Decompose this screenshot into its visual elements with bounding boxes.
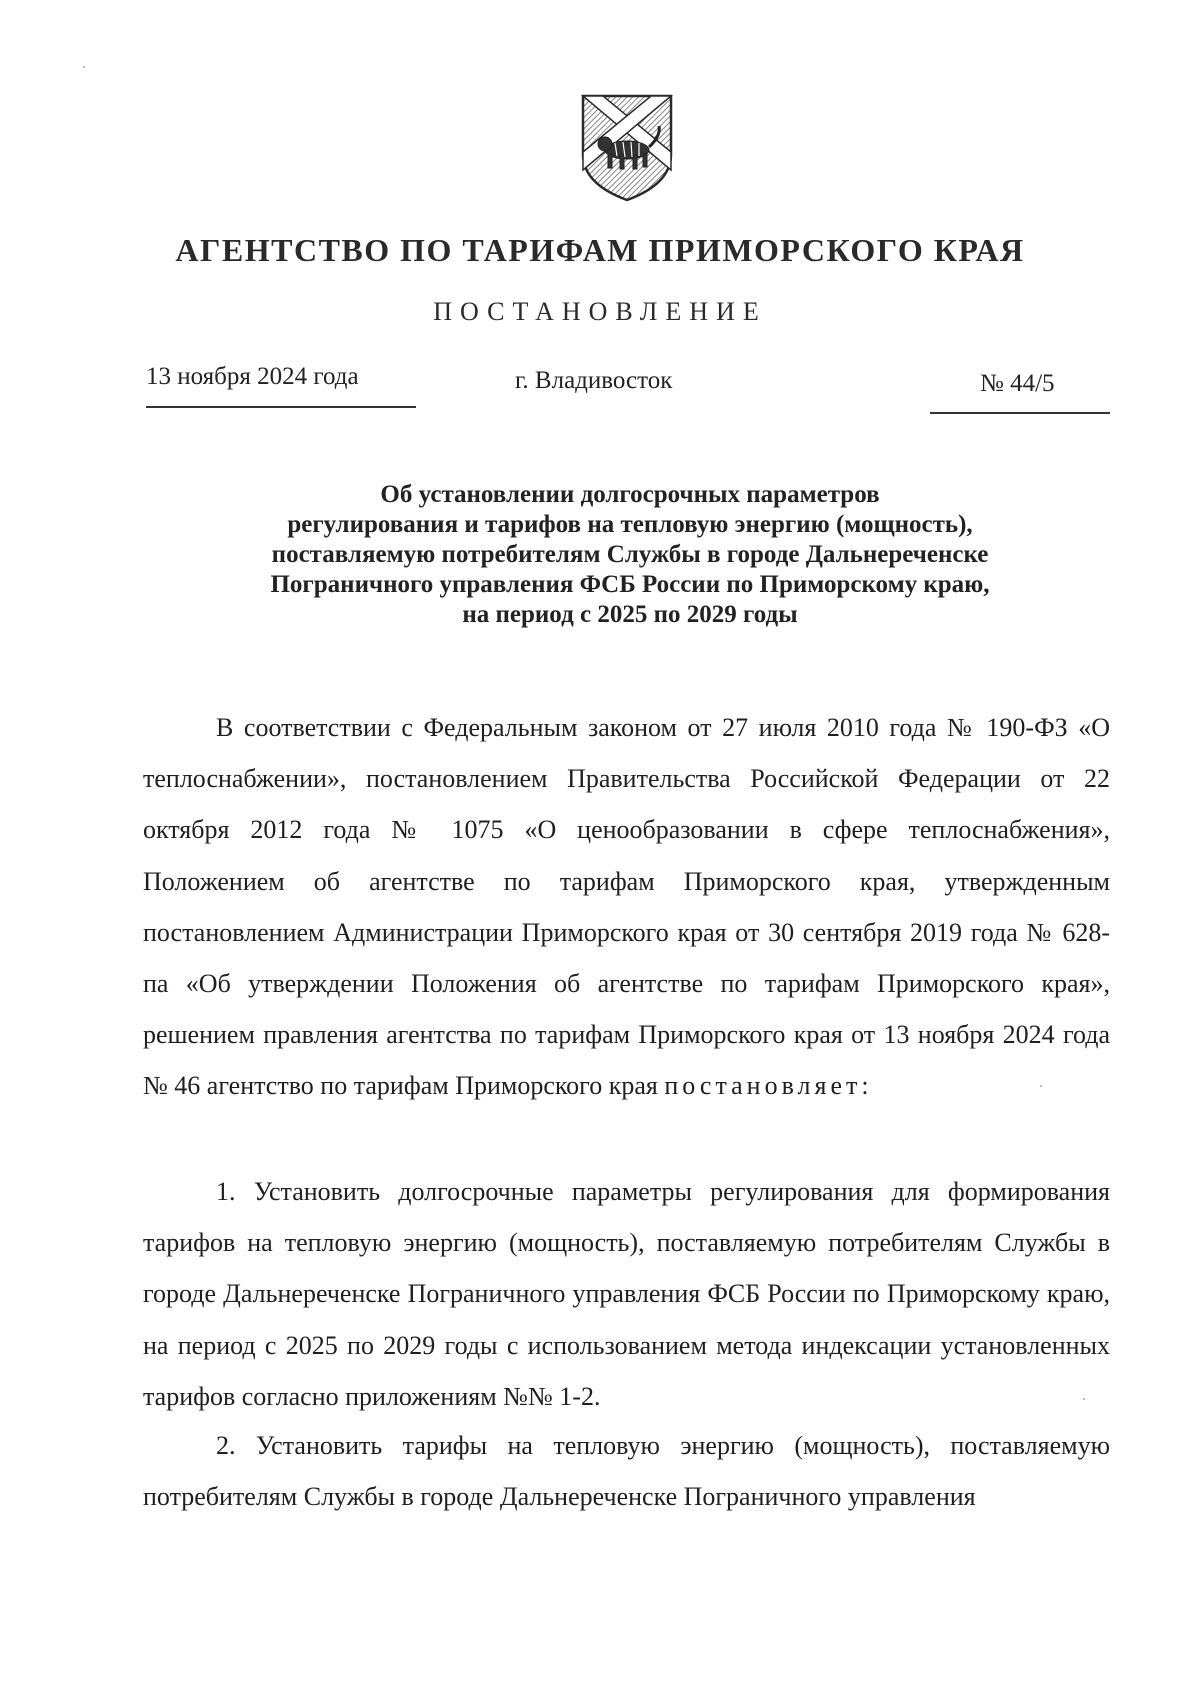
preamble-verb: постановляет:	[664, 1071, 873, 1101]
scan-speck	[83, 66, 85, 68]
heading-line: Об установлении долгосрочных параметров	[380, 481, 880, 508]
scan-speck	[1040, 1085, 1042, 1087]
document-city: г. Владивосток	[515, 367, 673, 394]
document-heading	[160, 480, 1100, 630]
heading-line: Пограничного управления ФСБ России по Приморскому краю,	[270, 571, 990, 598]
preamble-text: В соответствии с Федеральным законом от 27 июля 2010 года № 190-ФЗ «О теплоснабжении», постановлением Правительства Российской Федерации от 22 октября 2012 года № 1075 «О ценообразовании в сфере теплоснабжения», Положением об агентстве по тарифам Приморского края, утвержденным постановлением Администрации Приморского края от 30 сентября 2019 года № 628-па «Об утверждении Положения об агентстве по тарифам Приморского края», решением правления агентства по тарифам Приморского края от 13 ноября 2024 года № 46 агентство по тарифам Приморского края	[143, 713, 1110, 1101]
item-2-paragraph	[143, 1420, 1110, 1522]
document-date: 13 ноября 2024 года	[146, 363, 359, 390]
document-type: ПОСТАНОВЛЕНИЕ	[433, 297, 767, 326]
scan-speck	[1083, 1398, 1085, 1400]
item-1-paragraph	[143, 1166, 1110, 1422]
document-number: № 44/5	[980, 370, 1055, 397]
coat-of-arms-emblem	[575, 92, 679, 204]
item-2-text: 2. Установить тарифы на тепловую энергию (мощность), поставляемую потребителям Службы в городе Дальнереченске Пограничного управления	[143, 1431, 1110, 1512]
heading-line: поставляемую потребителям Службы в городе Дальнереченске	[271, 541, 989, 568]
heading-line: регулирования и тарифов на тепловую энергию (мощность),	[287, 511, 973, 538]
preamble-paragraph	[143, 702, 1110, 1112]
item-1-text: 1. Установить долгосрочные параметры регулирования для формирования тарифов на тепловую энергию (мощность), поставляемую потребителям Службы в городе Дальнереченске Пограничного управления ФСБ России по Приморскому краю, на период с 2025 по 2029 годы с использованием метода индексации установленных тарифов согласно приложениям №№ 1-2.	[143, 1177, 1110, 1411]
number-underline	[930, 412, 1110, 414]
date-underline	[146, 406, 416, 408]
heading-line: на период с 2025 по 2029 годы	[462, 601, 798, 628]
agency-title: АГЕНТСТВО ПО ТАРИФАМ ПРИМОРСКОГО КРАЯ	[175, 232, 1025, 268]
